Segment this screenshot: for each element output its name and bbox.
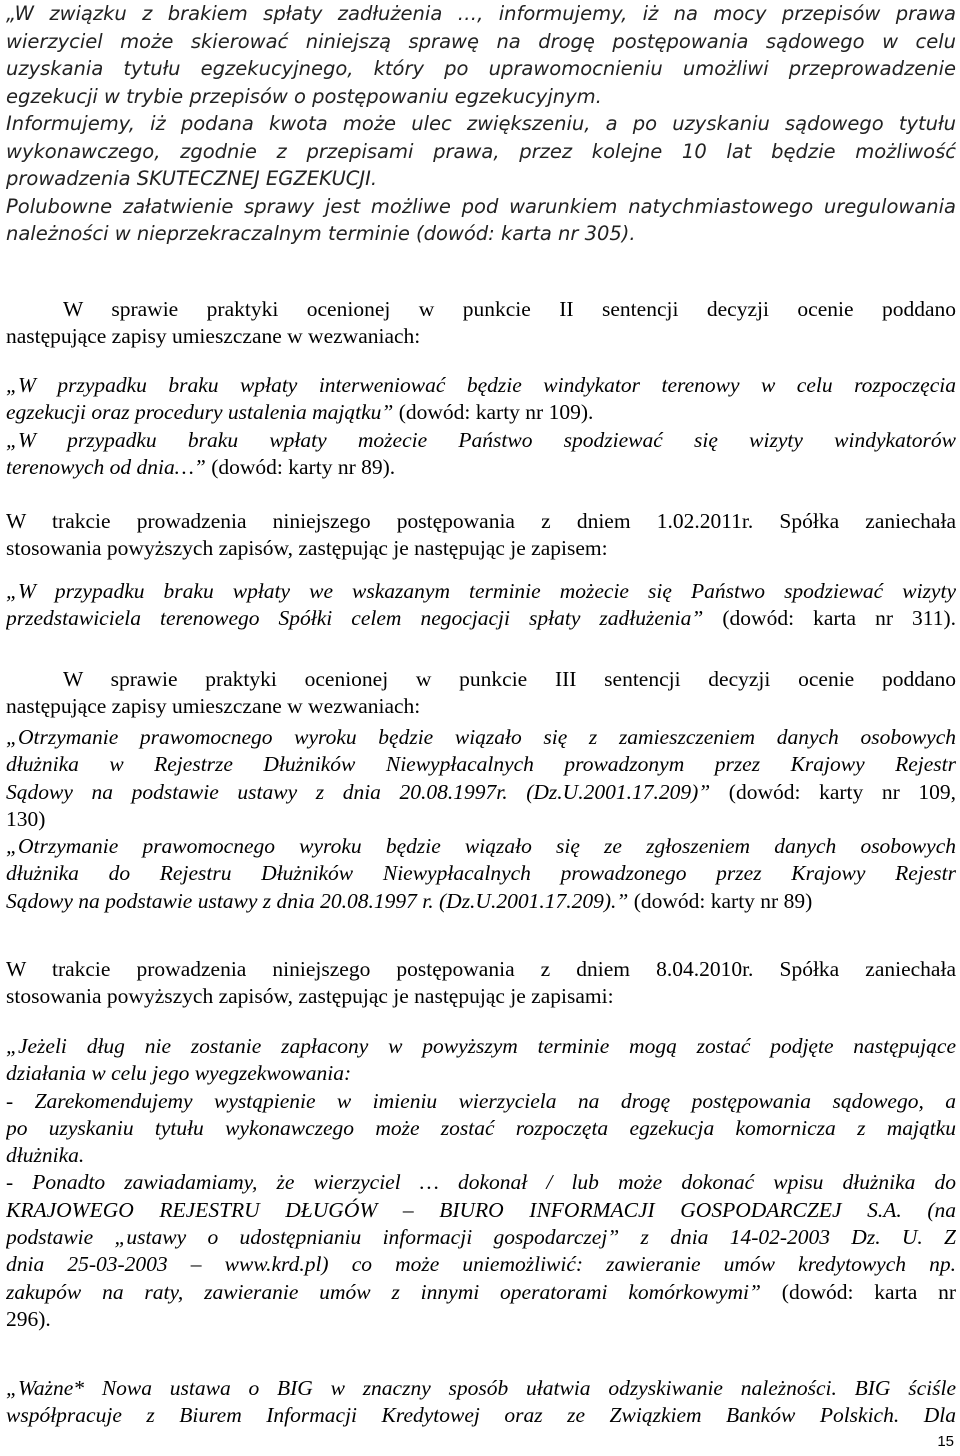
text-line: „W przypadku braku wpłaty możecie Państwo spodziewać się wizyty windykatorów [6, 427, 956, 452]
quote-paragraph-1 [6, 0, 956, 248]
text-line: - Ponadto zawiadamiamy, że wierzyciel … dokonał / lub może dokonać wpisu dłużnika do [6, 1170, 956, 1195]
text-line: stosowania powyższych zapisów, zastępując je następując je zapisem: [6, 536, 608, 561]
text-line: po uzyskaniu tytułu wykonawczego może zostać rozpoczęta egzekucja komornicza z majątku [6, 1115, 956, 1140]
text-line: Sądowy na podstawie ustawy z dnia 20.08.1997 r. (Dz.U.2001.17.209).” (dowód: karty nr 89) [6, 888, 813, 913]
quote-paragraph-5 [6, 1033, 956, 1333]
text-line: „Otrzymanie prawomocnego wyroku będzie wiązało się ze zgłoszeniem danych osobowych [6, 834, 956, 859]
text-line: 296). [6, 1306, 51, 1331]
text-line: „W związku z brakiem spłaty zadłużenia …, informujemy, iż na mocy przepisów prawa [6, 2, 956, 25]
text-line: terenowych od dnia…” (dowód: karty nr 89). [6, 454, 396, 479]
text-line: działania w celu jego wyegzekwowania: [6, 1061, 352, 1086]
text-line: następujące zapisy umieszczane w wezwaniach: [6, 324, 421, 349]
text-line: egzekucji oraz procedury ustalenia majątku” (dowód: karty nr 109). [6, 400, 594, 425]
text-line: „W przypadku braku wpłaty we wskazanym terminie możecie się Państwo spodziewać wizyty [6, 579, 956, 603]
text-line: dnia 25-03-2003 – www.krd.pl) co może uniemożliwić: zawieranie umów kredytowych np. [6, 1252, 956, 1277]
page-number: 15 [937, 1433, 954, 1450]
paragraph-change-2011 [6, 508, 956, 563]
quote-paragraph-4 [6, 724, 956, 915]
text-line: Sądowy na podstawie ustawy z dnia 20.08.1997r. (Dz.U.2001.17.209)” (dowód: karty nr 109, [6, 779, 956, 804]
text-line: „Ważne* Nowa ustawa o BIG w znaczny sposób ułatwia odzyskiwanie należności. BIG ściśle [6, 1376, 956, 1400]
text-line: W trakcie prowadzenia niniejszego postępowania z dniem 8.04.2010r. Spółka zaniechała [6, 957, 956, 981]
text-line: następujące zapisy umieszczane w wezwaniach: [6, 694, 421, 719]
text-line: W trakcie prowadzenia niniejszego postępowania z dniem 1.02.2011r. Spółka zaniechała [6, 509, 956, 533]
text-line: „Otrzymanie prawomocnego wyroku będzie wiązało się z zamieszczeniem danych osobowych [6, 725, 956, 749]
text-line: W sprawie praktyki ocenionej w punkcie II sentencji decyzji ocenie poddano [63, 297, 956, 321]
text-line: prowadzenia SKUTECZNEJ EGZEKUCJI. [6, 167, 378, 190]
paragraph-practice-ii [6, 296, 956, 351]
text-line: zakupów na raty, zawieranie umów z innymi operatorami komórkowymi” (dowód: karta nr [6, 1279, 956, 1304]
text-line: podstawie „ustawy o udostępnianiu informacji gospodarczej” z dnia 14-02-2003 Dz. U. Z [6, 1225, 956, 1250]
text-line: „Jeżeli dług nie zostanie zapłacony w powyższym terminie mogą zostać podjęte następujące [6, 1034, 956, 1058]
paragraph-practice-iii [6, 666, 956, 721]
text-line: W sprawie praktyki ocenionej w punkcie III sentencji decyzji ocenie poddano [63, 667, 956, 691]
paragraph-change-2010 [6, 956, 956, 1011]
text-line: należności w nieprzekraczalnym terminie (dowód: karta nr 305). [6, 222, 636, 245]
quote-paragraph-2 [6, 372, 956, 481]
quote-paragraph-6 [6, 1375, 956, 1430]
text-line: dłużnika w Rejestrze Dłużników Niewypłacalnych prowadzonym przez Krajowy Rejestr [6, 752, 956, 777]
text-line: dłużnika. [6, 1143, 85, 1168]
text-line: egzekucji w trybie przepisów o postępowaniu egzekucyjnym. [6, 84, 602, 108]
text-line: KRAJOWEGO REJESTRU DŁUGÓW – BIURO INFORMACJI GOSPODARCZEJ S.A. (na [6, 1197, 956, 1222]
text-line: wierzyciel może skierować niniejszą sprawę na drogę postępowania sądowego w celu [6, 29, 956, 53]
text-line: Polubowne załatwienie sprawy jest możliwe pod warunkiem natychmiastowego uregulowania [6, 194, 956, 218]
text-line: „W przypadku braku wpłaty interweniować będzie windykator terenowy w celu rozpoczęcia [6, 373, 956, 397]
quote-paragraph-3 [6, 578, 956, 633]
text-line: 130) [6, 806, 46, 831]
text-line: - Zarekomendujemy wystąpienie w imieniu wierzyciela na drogę postępowania sądowego, a [6, 1088, 956, 1113]
text-line: przedstawiciela terenowego Spółki celem negocjacji spłaty zadłużenia” (dowód: karta nr 311). [6, 606, 956, 631]
text-line: stosowania powyższych zapisów, zastępując je następując je zapisami: [6, 984, 614, 1009]
text-line: Informujemy, iż podana kwota może ulec zwiększeniu, a po uzyskaniu sądowego tytułu [6, 112, 956, 135]
text-line: wykonawczego, zgodnie z przepisami prawa, przez kolejne 10 lat będzie możliwość [6, 139, 956, 163]
text-line: uzyskania tytułu egzekucyjnego, który po uprawomocnieniu umożliwi przeprowadzenie [6, 57, 956, 80]
text-line: dłużnika do Rejestru Dłużników Niewypłacalnych prowadzonego przez Krajowy Rejestr [6, 861, 956, 886]
text-line: współpracuje z Biurem Informacji Kredytowej oraz ze Związkiem Banków Polskich. Dla [6, 1403, 956, 1428]
